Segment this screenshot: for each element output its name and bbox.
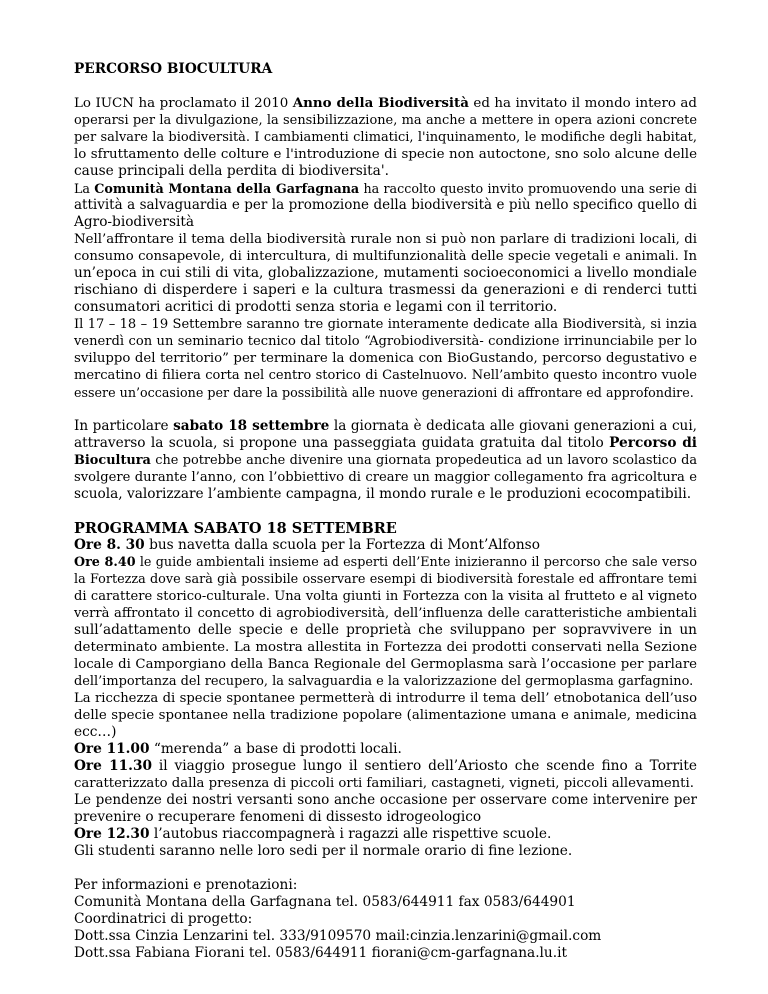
bold-span: Biocultura [74,453,151,468]
programma-line-14 [74,758,697,775]
programma-line-7: determinato ambiente. La mostra allestita in Fortezza dei prodotti conservati nella Sezione [74,640,697,655]
time-label: Ore 11.30 [74,758,152,774]
text-span: attraverso la scuola, si propone una passeggiata guidata gratuita dal titolo [74,435,610,451]
programma-heading: PROGRAMMA SABATO 18 SETTEMBRE [74,520,397,537]
intro-line-18: essere un’occasione per dare la possibilità alle nuove generazioni di affrontare ed approfondire. [74,385,694,400]
time-label: Ore 8.40 [74,555,136,570]
time-label: Ore 12.30 [74,826,150,842]
programma-line-1 [74,537,540,554]
programma-line-8: locale di Camporgiano della Banca Regionale del Germoplasma sarà l’occasione per parlare [74,657,697,672]
intro-line-6 [74,180,697,197]
intro-line-14: Il 17 – 18 – 19 Settembre saranno tre giornate interamente dedicate alla Biodiversità, si inzia [74,317,697,332]
programma-line-11: delle specie spontanee nella tradizione popolare (alimentazione umana e animale, medicina [74,708,697,723]
programma-line-16: Le pendenze dei nostri versanti sono anche occasione per osservare come intervenire per [74,792,697,808]
intro-line-12: rischiano di disperdere i saperi e la cultura trasmessi da generazioni e di renderci tutti [74,282,697,298]
text-span: bus navetta dalla scuola per la Fortezza di Mont’Alfonso [144,537,540,553]
info-line-4: Dott.ssa Cinzia Lenzarini tel. 333/9109570 mail:cinzia.lenzarini@gmail.com [74,928,602,944]
text-span: ha raccolto questo invito promuovendo una serie di [359,181,697,196]
programma-line-10: La ricchezza di specie spontanee permetterà di introdurre il tema dell’ etnobotanica dell’uso [74,691,697,706]
info-line-5: Dott.ssa Fabiana Fiorani tel. 0583/644911 fiorani@cm-garfagnana.lu.it [74,945,567,961]
intro-line-15: venerdì con un seminario tecnico dal titolo “Agrobiodiversità- condizione irrinunciabile per lo [74,334,697,349]
intro-line-2: operarsi per la divulgazione, la sensibilizzazione, ma anche a mettere in opera azioni concrete [74,113,697,128]
bold-span: Percorso di [609,435,698,451]
intro-line-7: attività a salvaguardia e per la promozione della biodiversità e più nello specifico quello di [74,197,697,213]
text-span: ed ha invitato il mondo intero ad [468,96,697,111]
programma-line-3: la Fortezza dove sarà già possibile osservare esempi di biodiversità forestale ed affrontare temi [74,572,697,587]
intro-line-10: consumo consapevole, di intercultura, di multifunzionalità delle specie vegetali e animali. In [74,249,697,264]
intro-line-16: sviluppo del territorio” per terminare la domenica con BioGustando, percorso degustativo e [74,351,697,366]
intro-line-8: Agro-biodiversità [74,214,195,230]
info-line-1: Per informazioni e prenotazioni: [74,877,298,893]
particolare-line-2 [74,435,697,452]
document-title: PERCORSO BIOCULTURA [74,61,273,77]
time-label: Ore 11.00 [74,741,150,757]
intro-line-4: lo sfruttamento delle colture e l'introduzione di specie non autoctone, sno solo alcune delle [74,147,697,162]
programma-line-15: caratterizzato dalla presenza di piccoli orti familiari, castagneti, vigneti, piccoli allevamenti. [74,776,694,791]
text-span: il viaggio prosegue lungo il sentiero dell’Ariosto che scende fino a Torrite [152,758,697,774]
text-span: l’autobus riaccompagnerà i ragazzi alle rispettive scuole. [149,826,552,842]
info-line-2: Comunità Montana della Garfagnana tel. 0583/644911 fax 0583/644901 [74,894,576,910]
intro-line-1 [74,95,697,112]
programma-line-6: sull’adattamento delle specie e delle proprietà che sviluppano per sopravvivere in un [74,622,697,638]
programma-line-18 [74,826,551,843]
particolare-line-5: scuola, valorizzare l’ambiente campagna, il mondo rurale e le produzioni ecocompatibili. [74,486,692,502]
programma-line-19: Gli studenti saranno nelle loro sedi per il normale orario di fine lezione. [74,843,573,859]
particolare-line-4: svolgere durante l’anno, con l’obbiettivo di creare un maggior collegamento fra agricoltura e [74,470,697,485]
intro-line-11: un’epoca in cui stili di vita, globalizzazione, mutamenti socioeconomici a livello mondiale [74,265,697,281]
intro-line-13: consumatori acritici di prodotti senza storia e legami con il territorio. [74,299,558,315]
text-span: le guide ambientali insieme ad esperti dell’Ente inizieranno il percorso che sale verso [135,555,697,570]
programma-line-17: prevenire o recuperare fenomeni di dissesto idrogeologico [74,809,482,825]
text-span: In particolare [74,418,174,434]
programma-line-5: verrà affrontato il concetto di agrobiodiversità, dell’influenza delle caratteristiche ambientali [74,606,697,621]
text-span: la giornata è dedicata alle giovani generazioni a cui, [329,418,697,434]
intro-line-9: Nell’affrontare il tema della biodiversità rurale non si può non parlare di tradizioni locali, di [74,232,697,247]
info-line-3: Coordinatrici di progetto: [74,911,253,927]
bold-span: sabato 18 settembre [173,418,330,434]
bold-span: Comunità Montana della Garfagnana [94,181,360,196]
bold-span: Anno della Biodiversità [292,95,469,111]
programma-line-12: ecc…) [74,724,117,740]
text-span: “merenda” a base di prodotti locali. [149,741,402,757]
intro-line-17: mercatino di filiera corta nel centro storico di Castelnuovo. Nell’ambito questo incontro vuole [74,368,697,383]
text-span: Lo IUCN ha proclamato il 2010 [74,96,293,111]
intro-line-3: per salvare la biodiversità. I cambiamenti climatici, l'inquinamento, le modifiche degli habitat, [74,130,697,145]
particolare-line-3 [74,452,697,469]
particolare-line-1 [74,418,697,435]
time-label: Ore 8. 30 [74,537,145,553]
intro-line-5: cause principali della perdita di biodiversita'. [74,163,389,179]
programma-line-2 [74,554,697,571]
programma-line-13 [74,741,402,758]
programma-line-4: di carattere storico-culturale. Una volta giunti in Fortezza con la visita al frutteto e al vigneto [74,589,697,604]
text-span: La [74,181,95,196]
text-span: che potrebbe anche divenire una giornata propedeutica ad un lavoro scolastico da [150,453,697,468]
programma-line-9: dell’importanza del recupero, la salvaguardia e la valorizzazione del germoplasma garfagnino. [74,674,694,689]
